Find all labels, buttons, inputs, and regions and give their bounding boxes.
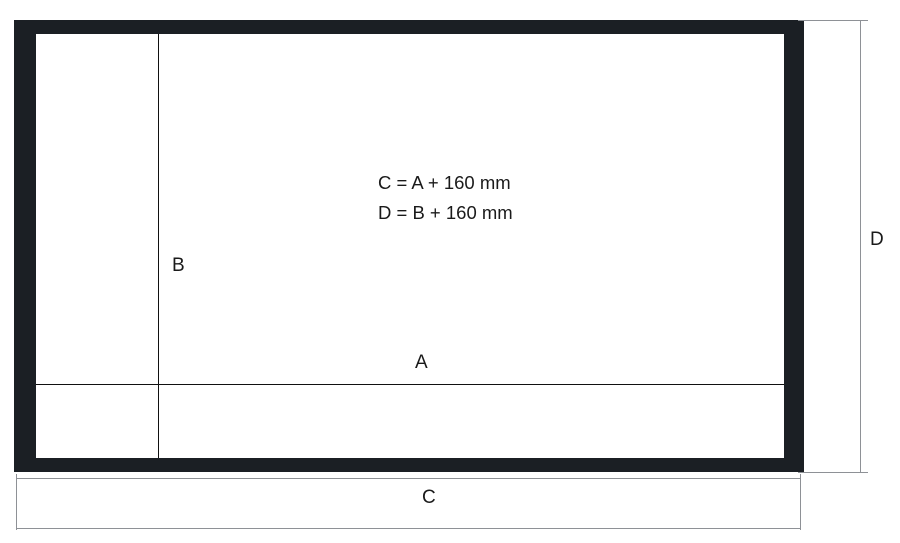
dimension-c-extension-right [800,474,801,530]
dimension-c-witness-line-bottom [16,528,801,529]
frame-inner-area [36,34,784,458]
formula-line-c: C = A + 160 mm [378,172,511,193]
dimension-c-extension-left [16,474,17,530]
dimension-d-extension-bottom [798,472,868,473]
horizontal-measure-line-a [36,384,784,385]
formula-annotations [378,168,513,228]
label-outer-height-d: D [870,229,884,250]
formula-line-d: D = B + 160 mm [378,202,513,223]
label-inner-width-a: A [415,352,428,373]
dimension-c-witness-line-top [16,478,801,479]
label-outer-width-c: C [422,487,436,508]
vertical-measure-line-b [158,34,159,458]
dimension-d-extension-top [798,20,868,21]
label-inner-height-b: B [172,255,185,276]
dimension-d-witness-line [860,20,861,472]
